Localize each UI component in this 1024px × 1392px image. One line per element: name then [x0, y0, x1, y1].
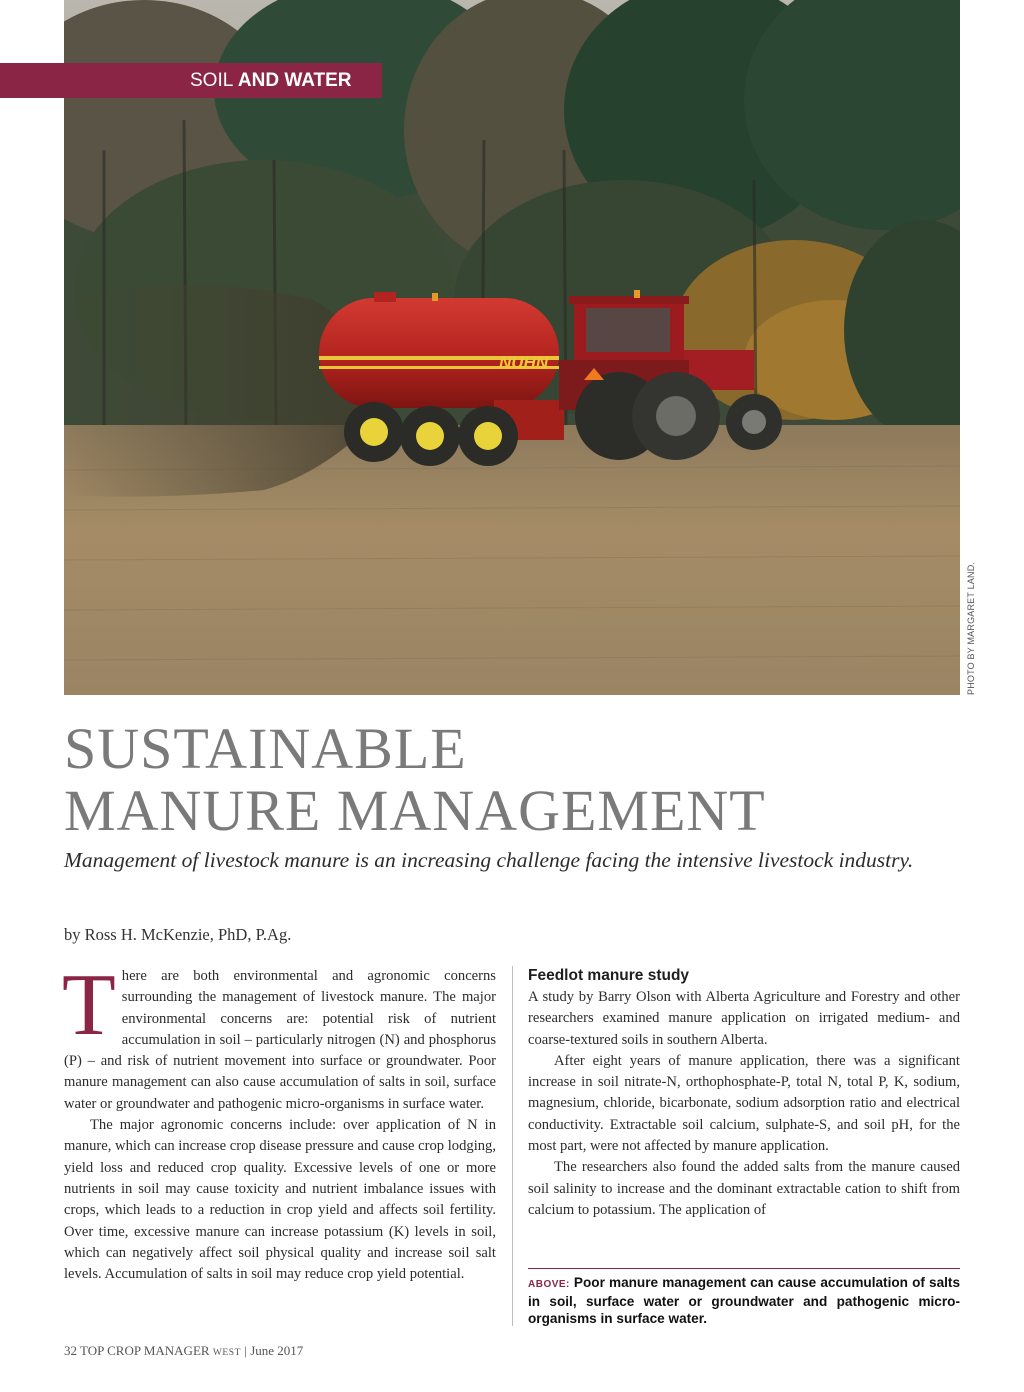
article-title [64, 718, 964, 842]
subheading: Feedlot manure study [528, 967, 690, 984]
byline: by Ross H. McKenzie, PhD, P.Ag. [64, 925, 292, 944]
manure-spreader-illustration [64, 0, 960, 695]
left-paragraph-1 [62, 957, 496, 1115]
column-divider [512, 966, 513, 1326]
hero-photo [64, 0, 960, 695]
caption-lead: ABOVE: [528, 1279, 570, 1290]
caption-rule [528, 1268, 960, 1269]
page-number: 32 [64, 1343, 77, 1358]
title-line-1: SUSTAINABLE [64, 716, 467, 781]
right-paragraph-3: The researchers also found the added salts from the manure caused soil salinity to increase and the dominant extractable cation to shift from calcium to potassium. The application of [528, 1159, 960, 1218]
title-line-2: MANURE MANAGEMENT [64, 778, 766, 843]
issue-date: June 2017 [250, 1343, 304, 1358]
caption-text: Poor manure management can cause accumulation of salts in soil, surface water or groundwater and pathogenic micro-organisms in surface water. [528, 1275, 960, 1326]
section-tag [0, 63, 382, 98]
article-deck: Management of livestock manure is an increasing challenge facing the intensive livestock industry. [64, 848, 914, 872]
right-paragraph-2: After eight years of manure application, there was a significant increase in soil nitrate-N, orthophosphate-P, total N, total P, K, sodium, magnesium, chloride, bicarbonate, sodium adsorption ratio and electrical conductivity. Extractable soil calcium, sulphate-S, and soil pH, for the most part, were not affected by manure application. [528, 1052, 960, 1155]
left-column [62, 957, 496, 1285]
page-footer [64, 1343, 303, 1359]
right-paragraph-1: A study by Barry Olson with Alberta Agriculture and Forestry and other researchers examined manure application on irrigated medium- and coarse-textured soils in southern Alberta. [528, 989, 960, 1048]
right-column [528, 966, 960, 1221]
footer-separator: | [244, 1343, 247, 1358]
photo-credit: PHOTO BY MARGARET LAND. [966, 561, 976, 695]
section-tag-bold: AND WATER [237, 70, 352, 91]
left-paragraph-2: The major agronomic concerns include: over application of N in manure, which can increase crop disease pressure and cause crop lodging, yield loss and reduced crop quality. Excessive levels of one or more nutrients in soil may cause toxicity and nutrient imbalance issues with crops, which leads to a reduction in crop yield and affects soil fertility. Over time, excessive manure can increase potassium (K) levels in soil, which can negatively affect soil physical quality and increase soil salt levels. Accumulation of salts in soil may reduce crop yield potential. [64, 1117, 496, 1283]
section-tag-light: SOIL [190, 70, 238, 91]
left-paragraph-1-text: here are both environmental and agronomic concerns surrounding the management of livestock manure. The major environmental concerns are: potential risk of nutrient accumulation in soil – particularly nitrogen (N) and phosphorus (P) – and risk of nutrient movement into surface or groundwater. Poor manure management can also cause accumulation of salts in soil, surface water or groundwater and pathogenic micro-organisms in surface water. [64, 968, 496, 1112]
drop-cap: T [62, 957, 116, 1054]
tank-lettering: NUHN [499, 353, 549, 372]
magazine-name: TOP CROP MANAGER [80, 1343, 210, 1358]
photo-caption [528, 1274, 960, 1327]
edition-label: WEST [212, 1348, 242, 1358]
